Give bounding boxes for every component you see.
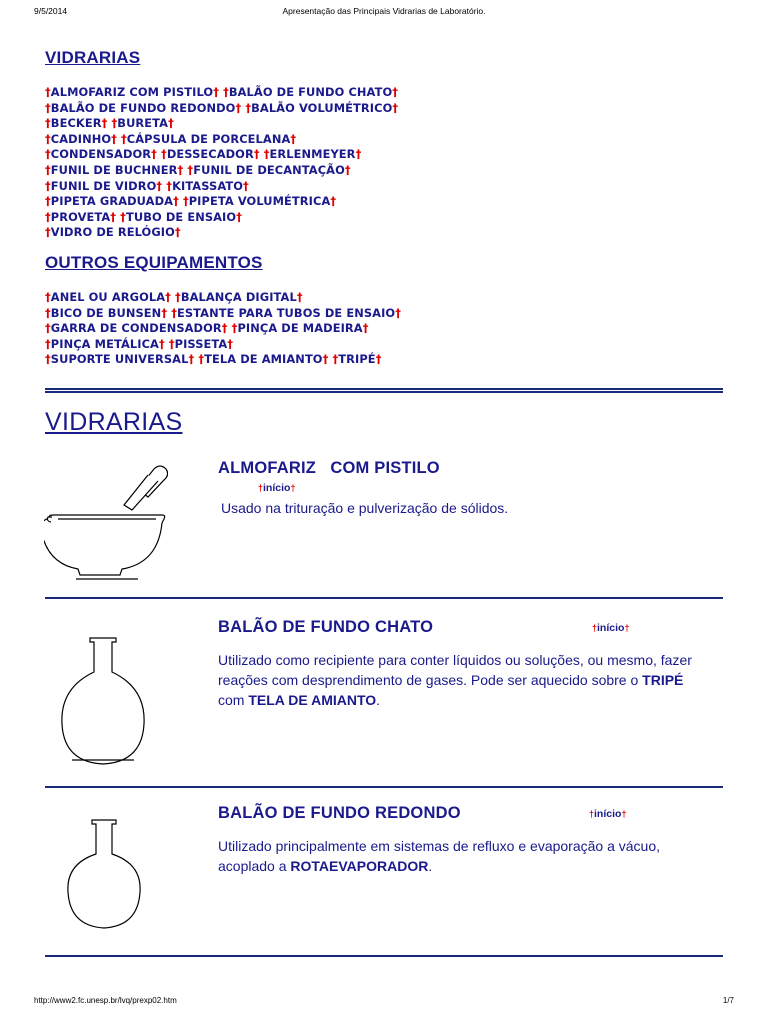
index-link[interactable] [111, 116, 173, 130]
dagger-mark: † [245, 100, 252, 115]
index-link-label: FUNIL DE DECANTAÇÃO [193, 162, 345, 177]
dagger-mark: † [111, 116, 118, 131]
dagger-mark: † [151, 147, 157, 162]
index [45, 48, 465, 368]
entry-almofariz [0, 455, 768, 595]
entry-description: Usado na trituração e pulverização de sólidos. [221, 500, 509, 516]
index-link-label: ERLENMEYER [269, 147, 356, 162]
index-link-label: KITASSATO [172, 178, 244, 193]
index-link[interactable] [45, 225, 181, 239]
index-line [45, 352, 465, 368]
index-link-label: BICO DE BUNSEN [50, 305, 162, 320]
index-line [45, 163, 465, 179]
index-link[interactable] [161, 147, 260, 161]
index-link[interactable] [45, 290, 171, 304]
index-line [45, 306, 465, 322]
link-tripe[interactable]: TRIPÉ [642, 672, 684, 688]
dagger-mark: † [322, 352, 329, 367]
dagger-mark: † [330, 194, 337, 209]
link-rotaevaporador[interactable]: ROTAEVAPORADOR [290, 858, 429, 874]
index-link-label: GARRA DE CONDENSADOR [50, 321, 222, 336]
dagger-mark: † [236, 209, 242, 224]
dagger-mark: † [182, 194, 189, 209]
index-link[interactable] [45, 179, 162, 193]
index-link-label: PINÇA METÁLICA [50, 336, 159, 351]
dagger-mark: † [168, 116, 174, 131]
dagger-mark: † [45, 162, 51, 177]
entry-title: ALMOFARIZ COM PISTILO [218, 459, 440, 477]
dagger-mark: † [395, 305, 401, 320]
index-line [45, 101, 465, 117]
dagger-mark: † [198, 352, 205, 367]
dagger-mark: † [45, 305, 51, 320]
index-link[interactable] [171, 306, 401, 320]
link-tela-de-amianto[interactable]: TELA DE AMIANTO [248, 692, 377, 708]
print-url: http://www2.fc.unesp.br/lvq/prexp02.htm [34, 996, 177, 1005]
dagger-mark: † [121, 131, 127, 146]
index-link-label: BALANÇA DIGITAL [180, 289, 297, 304]
section-divider [45, 388, 723, 393]
dagger-mark: † [45, 131, 51, 146]
vidrarias-index-list [45, 85, 465, 241]
divider [45, 955, 723, 957]
index-link[interactable] [232, 321, 369, 335]
index-line [45, 337, 465, 353]
index-line [45, 147, 465, 163]
dagger-mark: † [187, 162, 194, 177]
index-line [45, 210, 465, 226]
index-link[interactable] [223, 85, 398, 99]
dagger-mark: † [174, 225, 181, 240]
index-link-label: ALMOFARIZ COM PISTILO [50, 85, 214, 99]
dagger-mark: † [355, 147, 362, 162]
index-link-label: PINÇA DE MADEIRA [237, 321, 363, 336]
index-line [45, 132, 465, 148]
index-line [45, 321, 465, 337]
index-line [45, 225, 465, 241]
index-link[interactable] [45, 210, 116, 224]
index-link[interactable] [187, 163, 350, 177]
index-link-label: CONDENSADOR [50, 147, 152, 162]
index-link-label: BECKER [50, 116, 102, 131]
dagger-mark: † [223, 85, 229, 99]
dagger-mark: † [344, 162, 351, 177]
index-link-label: TUBO DE ENSAIO [125, 209, 237, 224]
index-link[interactable] [45, 163, 183, 177]
index-line [45, 116, 465, 132]
dagger-mark: † [45, 85, 51, 99]
index-link-label: TRIPÉ [338, 352, 376, 367]
dagger-mark: † [168, 336, 175, 351]
index-link-label: CÁPSULA DE PORCELANA [126, 131, 291, 146]
dagger-mark: † [332, 352, 339, 367]
round-bottom-flask-icon [64, 818, 144, 930]
index-link[interactable] [45, 147, 157, 161]
print-footer [34, 996, 734, 1008]
index-link[interactable] [183, 194, 336, 208]
inicio-link[interactable]: †início† [592, 622, 630, 634]
dagger-mark: † [290, 131, 297, 146]
dagger-mark: † [263, 147, 270, 162]
dagger-mark: † [101, 116, 108, 131]
entry-description: Utilizado como recipiente para conter líquidos ou soluções, ou mesmo, fazer reações com desprendimento de gases. Pode ser aquecido sobre o TRIPÉ com TELA DE AMIANTO. [218, 652, 692, 708]
entry-balao-fundo-chato [0, 610, 768, 780]
index-line [45, 194, 465, 210]
index-link[interactable] [45, 306, 167, 320]
index-link-label: PIPETA VOLUMÉTRICA [188, 194, 331, 209]
index-link-label: ESTANTE PARA TUBOS DE ENSAIO [176, 305, 396, 320]
index-link-label: BALÃO DE FUNDO REDONDO [50, 100, 236, 115]
index-link[interactable] [120, 210, 242, 224]
index-link[interactable] [45, 194, 179, 208]
mortar-pestle-icon [44, 461, 168, 583]
dagger-mark: † [45, 225, 51, 240]
index-link-label: PROVETA [50, 209, 111, 224]
dagger-mark: † [243, 178, 249, 193]
dagger-mark: † [45, 289, 51, 304]
index-link-label: FUNIL DE VIDRO [50, 178, 157, 193]
dagger-mark: † [253, 147, 260, 162]
dagger-mark: † [158, 336, 165, 351]
dagger-mark: † [173, 194, 179, 209]
dagger-mark: † [213, 85, 219, 99]
dagger-mark: † [110, 209, 117, 224]
entry-title: BALÃO DE FUNDO CHATO [218, 618, 434, 636]
dagger-mark: † [296, 289, 303, 304]
dagger-mark: † [188, 352, 195, 367]
print-page-number: 1/7 [722, 996, 734, 1005]
inicio-link[interactable]: †início† [258, 482, 296, 494]
index-link-label: PISSETA [174, 336, 228, 351]
index-link[interactable] [45, 85, 219, 99]
dagger-mark: † [45, 178, 51, 193]
dagger-mark: † [45, 352, 51, 367]
dagger-mark: † [111, 131, 117, 146]
index-link[interactable] [169, 337, 233, 351]
index-link[interactable] [175, 290, 303, 304]
index-link-label: TELA DE AMIANTO [204, 352, 323, 367]
dagger-mark: † [156, 178, 163, 193]
index-link[interactable] [45, 116, 107, 130]
index-link-label: BALÃO DE FUNDO CHATO [228, 85, 393, 99]
print-date: 9/5/2014 [34, 6, 68, 16]
dagger-mark: † [120, 209, 126, 224]
index-link[interactable] [45, 132, 117, 146]
index-link-label: ANEL OU ARGOLA [50, 289, 166, 304]
entry-title: BALÃO DE FUNDO REDONDO [218, 804, 461, 822]
dagger-mark: † [166, 178, 173, 193]
index-link-label: VIDRO DE RELÓGIO [50, 225, 175, 240]
index-link[interactable] [45, 352, 194, 366]
dagger-mark: † [227, 336, 234, 351]
index-line [45, 290, 465, 306]
index-link[interactable] [166, 179, 249, 193]
index-link[interactable] [45, 101, 241, 115]
index-vidrarias-heading[interactable]: VIDRARIAS [45, 48, 141, 67]
dagger-mark: † [362, 321, 369, 336]
index-link-label: SUPORTE UNIVERSAL [50, 352, 189, 367]
index-link[interactable] [264, 147, 362, 161]
print-title: Apresentação das Principais Vidrarias de Laboratório. [282, 6, 486, 16]
divider [45, 786, 723, 788]
dagger-mark: † [45, 194, 51, 209]
dagger-mark: † [392, 100, 399, 115]
index-link-label: CADINHO [50, 131, 112, 146]
index-link[interactable] [332, 352, 381, 366]
index-link[interactable] [198, 352, 328, 366]
dagger-mark: † [177, 162, 184, 177]
dagger-mark: † [392, 85, 399, 99]
index-link-label: PIPETA GRADUADA [50, 194, 174, 209]
entry-balao-fundo-redondo [0, 800, 768, 950]
index-line [45, 85, 465, 101]
dagger-mark: † [45, 209, 51, 224]
dagger-mark: † [45, 116, 51, 131]
flat-bottom-flask-icon [58, 636, 148, 768]
index-link-label: BALÃO VOLUMÉTRICO [251, 100, 393, 115]
dagger-mark: † [221, 321, 228, 336]
index-link-label: BURETA [117, 116, 169, 131]
index-link-label: FUNIL DE BUCHNER [50, 162, 178, 177]
index-outros-heading[interactable]: OUTROS EQUIPAMENTOS [45, 252, 263, 272]
index-link[interactable] [45, 321, 228, 335]
inicio-link[interactable]: †início† [589, 808, 627, 820]
dagger-mark: † [45, 336, 51, 351]
dagger-mark: † [161, 305, 168, 320]
dagger-mark: † [375, 352, 382, 367]
dagger-mark: † [161, 147, 167, 162]
index-line [45, 179, 465, 195]
index-link-label: DESSECADOR [166, 147, 254, 162]
section-title: VIDRARIAS [45, 408, 183, 436]
dagger-mark: † [175, 289, 181, 304]
divider [45, 597, 723, 599]
dagger-mark: † [45, 100, 51, 115]
dagger-mark: † [235, 100, 242, 115]
print-header [34, 6, 734, 20]
entry-description: Utilizado principalmente em sistemas de refluxo e evaporação a vácuo, acoplado a ROTAEVAPORADOR. [218, 838, 661, 874]
dagger-mark: † [45, 147, 51, 162]
dagger-mark: † [231, 321, 238, 336]
dagger-mark: † [171, 305, 177, 320]
index-link[interactable] [121, 132, 296, 146]
dagger-mark: † [45, 321, 51, 336]
index-link[interactable] [45, 337, 165, 351]
index-link[interactable] [245, 101, 398, 115]
dagger-mark: † [165, 289, 171, 304]
outros-index-list [45, 290, 465, 368]
